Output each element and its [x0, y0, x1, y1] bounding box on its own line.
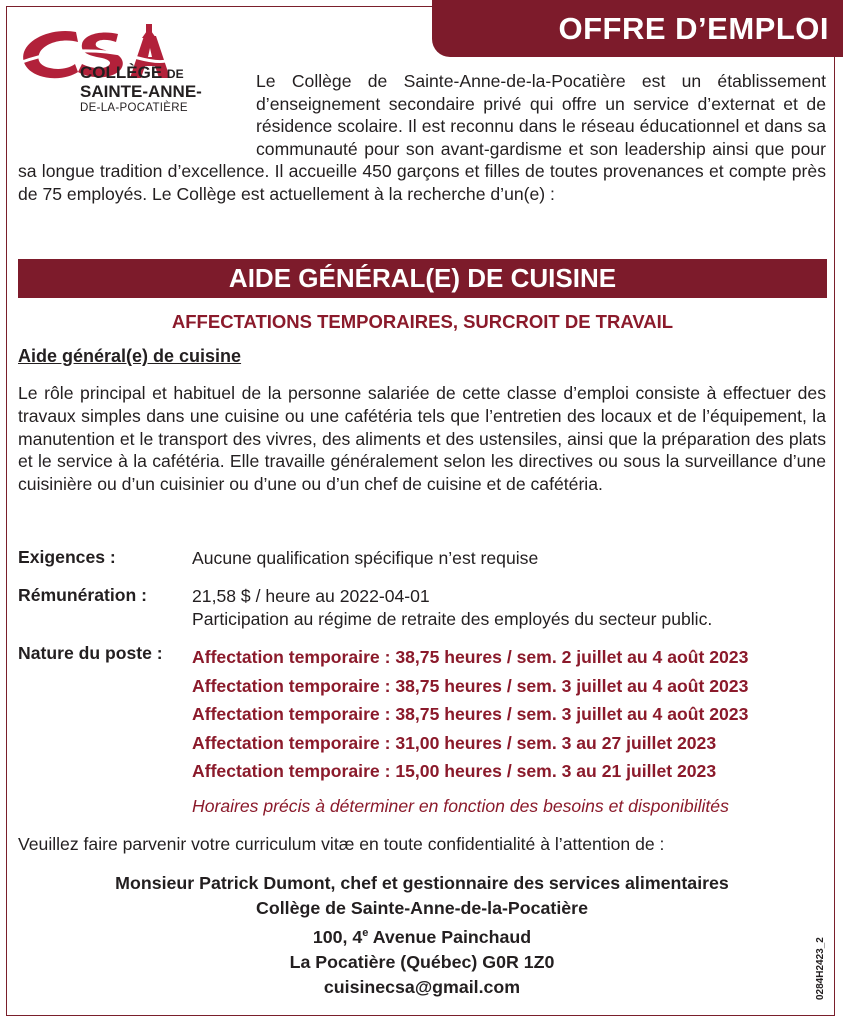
logo-college: COLLÈGE [80, 63, 163, 82]
position-label: Nature du poste : [18, 643, 163, 663]
requirements-label: Exigences : [18, 547, 116, 567]
job-title: AIDE GÉNÉRAL(E) DE CUISINE [228, 263, 617, 293]
reference-code: 0284H2423_2 [815, 937, 826, 1000]
requirements-value: Aucune qualification spécifique n’est requise [192, 548, 539, 568]
assignment-item: Affectation temporaire : 31,00 heures / sem. 3 au 27 juillet 2023 [192, 732, 717, 753]
assignment-item: Affectation temporaire : 15,00 heures / sem. 3 au 21 juillet 2023 [192, 761, 717, 782]
job-subtitle: AFFECTATIONS TEMPORAIRES, SURCROIT DE TRAVAIL [171, 311, 674, 332]
job-description: Le rôle principal et habituel de la personne salariée de cette classe d’emploi consiste à effectuer des travaux simples dans une cuisine ou une cafétéria tels que l’entretien des locaux et de l’équipement, la manutention et le transport des vivres, des aliments et des ustensiles, ainsi que la préparation des plats et le service à la cafétéria. Elle travaille généralement selon les directives ou sous la surveillance d’une cuisinière ou d’un cuisinier ou d’une ou d’un chef de cuisine et de cafétéria. [18, 383, 826, 495]
schedule-note: Horaires précis à déterminer en fonction des besoins et disponibilités [192, 796, 729, 816]
salary-pension: Participation au régime de retraite des employés du secteur public. [192, 609, 713, 629]
assignment-item: Affectation temporaire : 38,75 heures / sem. 3 juillet au 4 août 2023 [192, 675, 749, 696]
contact-city: La Pocatière (Québec) G0R 1Z0 [289, 951, 555, 972]
offer-banner-text: OFFRE D’EMPLOI [558, 10, 829, 46]
offer-banner [432, 0, 843, 57]
logo-pocatiere: DE-LA-POCATIÈRE [80, 102, 188, 114]
logo-sainte-anne: SAINTE-ANNE- [80, 82, 202, 101]
contact-email[interactable]: cuisinecsa@gmail.com [323, 976, 521, 997]
section-title: Aide général(e) de cuisine [18, 346, 242, 366]
contact-block [18, 871, 826, 1000]
logo-de: DE [166, 67, 184, 81]
salary-rate: 21,58 $ / heure au 2022-04-01 [192, 586, 430, 606]
assignment-item: Affectation temporaire : 38,75 heures / sem. 3 juillet au 4 août 2023 [192, 704, 749, 725]
contact-street: 100, 4e Avenue Painchaud [312, 926, 532, 947]
salary-label: Rémunération : [18, 585, 148, 605]
cv-instruction: Veuillez faire parvenir votre curriculum vitæ en toute confidentialité à l’attention de : [18, 834, 665, 854]
contact-name: Monsieur Patrick Dumont, chef et gestionnaire des services alimentaires [115, 873, 729, 893]
job-title-bar [18, 259, 827, 298]
contact-org: Collège de Sainte-Anne-de-la-Pocatière [256, 898, 588, 918]
intro-paragraph [18, 70, 826, 206]
assignment-item: Affectation temporaire : 38,75 heures / sem. 2 juillet au 4 août 2023 [192, 647, 749, 667]
intro-text: Le Collège de Sainte-Anne-de-la-Pocatière est un établissement d’enseignement secondaire privé qui offre un service d’externat et de résidence scolaire. Il est reconnu dans le réseau éducationnel et dans sa communauté pour son avant-gardisme et son leadership ainsi que pour sa longue tradition d’excellence. Il accueille 450 garçons et filles de toutes provenances et compte près de 75 employés. Le Collège est actuellement à la recherche d’un(e) : [18, 71, 826, 204]
